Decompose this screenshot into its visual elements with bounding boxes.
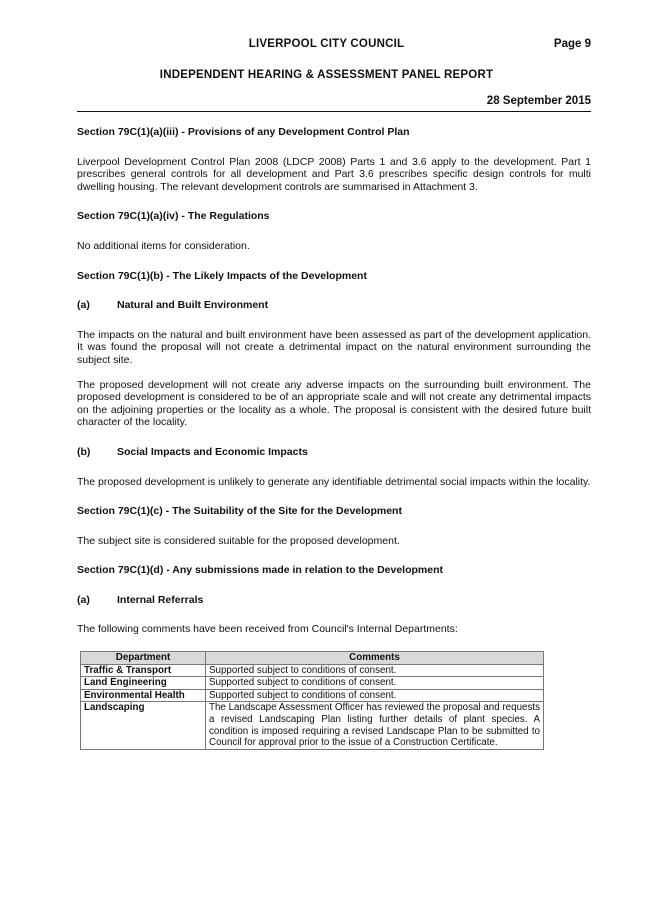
column-header-comments: Comments	[206, 652, 544, 665]
header-divider	[77, 111, 591, 112]
paragraph-regulations: No additional items for consideration.	[77, 239, 250, 252]
section-heading-suitability: Section 79C(1)(c) - The Suitability of the Site for the Development	[77, 505, 402, 518]
report-date: 28 September 2015	[486, 95, 591, 107]
comment-cell: Supported subject to conditions of consent.	[206, 689, 544, 702]
table-header-row	[81, 652, 544, 665]
report-title: INDEPENDENT HEARING & ASSESSMENT PANEL REPORT	[159, 69, 494, 81]
subheading-text: Internal Referrals	[117, 593, 204, 606]
subheading-social-economic	[77, 446, 591, 459]
comment-cell: The Landscape Assessment Officer has reviewed the proposal and requests a revised Landscaping Plan listing further details of plant species. A condition is imposed requiring a revised Landscape Plan to be submitted to Council for approval prior to the issue of a Construction Certificate.	[206, 702, 544, 749]
subheading-label: (a)	[77, 299, 90, 312]
table-row	[81, 664, 544, 677]
report-body	[77, 126, 591, 750]
subheading-text: Social Impacts and Economic Impacts	[117, 445, 308, 458]
department-cell: Land Engineering	[81, 677, 206, 690]
referrals-table	[80, 651, 544, 750]
council-name: LIVERPOOL CITY COUNCIL	[248, 38, 405, 50]
paragraph-internal-referrals: The following comments have been received from Council's Internal Departments:	[77, 623, 458, 636]
page-number: Page 9	[553, 38, 591, 50]
paragraph-dcp: Liverpool Development Control Plan 2008 (LDCP 2008) Parts 1 and 3.6 apply to the development. Part 1 prescribes general controls for all development and Part 3.6 prescribes specific design controls for multi dwelling housing. The relevant development controls are summarised in Attachment 3.	[77, 155, 591, 193]
section-heading-impacts: Section 79C(1)(b) - The Likely Impacts of the Development	[77, 269, 367, 282]
department-cell: Traffic & Transport	[81, 664, 206, 677]
subheading-label: (a)	[77, 593, 90, 606]
subheading-label: (b)	[77, 445, 91, 458]
department-cell: Environmental Health	[81, 689, 206, 702]
section-heading-dcp: Section 79C(1)(a)(iii) - Provisions of any Development Control Plan	[77, 126, 410, 138]
column-header-department: Department	[81, 652, 206, 665]
paragraph-suitability: The subject site is considered suitable for the proposed development.	[77, 534, 400, 547]
paragraph-built-impacts: The proposed development will not create any adverse impacts on the surrounding built environment. The proposed development is considered to be of an appropriate scale and will not create any detrimental impacts on the adjoining properties or the locality as a whole. The proposal is consistent with the desired future built character of the locality.	[77, 378, 591, 429]
table-row	[81, 689, 544, 702]
table-row	[81, 677, 544, 690]
subheading-internal-referrals	[77, 594, 591, 607]
comment-cell: Supported subject to conditions of consent.	[206, 677, 544, 690]
section-heading-regulations: Section 79C(1)(a)(iv) - The Regulations	[77, 210, 270, 223]
paragraph-natural-impacts: The impacts on the natural and built environment have been assessed as part of the development application. It was found the proposal will not create a detrimental impact on the natural environment surrounding the subject site.	[77, 328, 591, 366]
section-heading-submissions: Section 79C(1)(d) - Any submissions made in relation to the Development	[77, 564, 444, 577]
paragraph-social-impacts: The proposed development is unlikely to generate any identifiable detrimental social impacts within the locality.	[77, 475, 591, 488]
table-row	[81, 702, 544, 749]
subheading-text: Natural and Built Environment	[117, 299, 269, 312]
subheading-natural-built	[77, 299, 591, 312]
department-cell: Landscaping	[81, 702, 206, 749]
comment-cell: Supported subject to conditions of consent.	[206, 664, 544, 677]
